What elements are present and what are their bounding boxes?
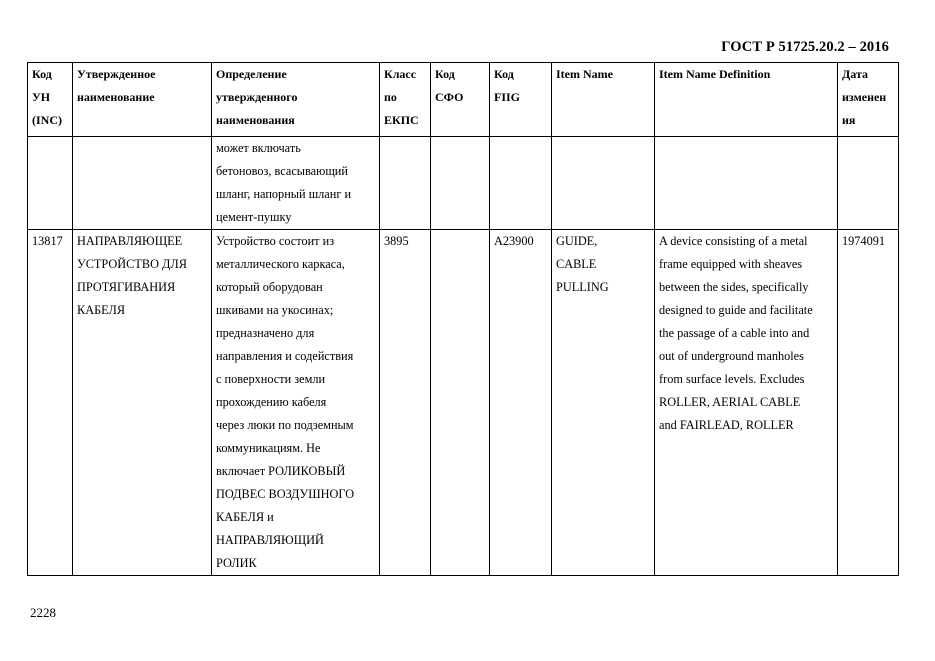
cell-sfo-code — [431, 137, 490, 230]
document-standard-header: ГОСТ Р 51725.20.2 – 2016 — [721, 39, 889, 55]
cell-item-name — [552, 137, 655, 230]
cell-approved-name: НАПРАВЛЯЮЩЕЕ УСТРОЙСТВО ДЛЯ ПРОТЯГИВАНИЯ КАБЕЛЯ — [73, 230, 212, 576]
cell-definition: Устройство состоит из металлического каркаса, который оборудован шкивами на укосинах; предназначено для направления и содействия с поверхности земли прохождению кабеля через люки по подземным коммуникациям. Не включает РОЛИКОВЫЙ ПОДВЕС ВОЗДУШНОГО КАБЕЛЯ и НАПРАВЛЯЮЩИЙ РОЛИК — [212, 230, 380, 576]
catalog-table — [27, 62, 899, 576]
table-header-row — [28, 63, 899, 137]
column-header-item-name: Item Name — [552, 63, 655, 137]
column-header-definition: Определение утвержденного наименования — [212, 63, 380, 137]
cell-ekps-class — [380, 137, 431, 230]
cell-inc — [28, 137, 73, 230]
cell-ekps-class: 3895 — [380, 230, 431, 576]
cell-fiig-code — [490, 137, 552, 230]
column-header-inc: Код УН (INC) — [28, 63, 73, 137]
cell-definition: может включать бетоновоз, всасывающий шланг, напорный шланг и цемент-пушку — [212, 137, 380, 230]
column-header-fiig-code: Код FIIG — [490, 63, 552, 137]
column-header-approved-name: Утвержденное наименование — [73, 63, 212, 137]
cell-change-date: 1974091 — [838, 230, 899, 576]
cell-fiig-code: A23900 — [490, 230, 552, 576]
cell-change-date — [838, 137, 899, 230]
table-row — [28, 230, 899, 576]
cell-sfo-code — [431, 230, 490, 576]
column-header-change-date: Дата изменен ия — [838, 63, 899, 137]
page-number: 2228 — [30, 605, 56, 620]
column-header-item-name-definition: Item Name Definition — [655, 63, 838, 137]
cell-item-name-definition — [655, 137, 838, 230]
column-header-sfo-code: Код СФО — [431, 63, 490, 137]
cell-item-name-definition: A device consisting of a metal frame equipped with sheaves between the sides, specifically designed to guide and facilitate the passage of a cable into and out of underground manholes from surface levels. Excludes ROLLER, AERIAL CABLE and FAIRLEAD, ROLLER — [655, 230, 838, 576]
cell-approved-name — [73, 137, 212, 230]
cell-inc: 13817 — [28, 230, 73, 576]
column-header-ekps-class: Класс по ЕКПС — [380, 63, 431, 137]
table-row — [28, 137, 899, 230]
cell-item-name: GUIDE, CABLE PULLING — [552, 230, 655, 576]
